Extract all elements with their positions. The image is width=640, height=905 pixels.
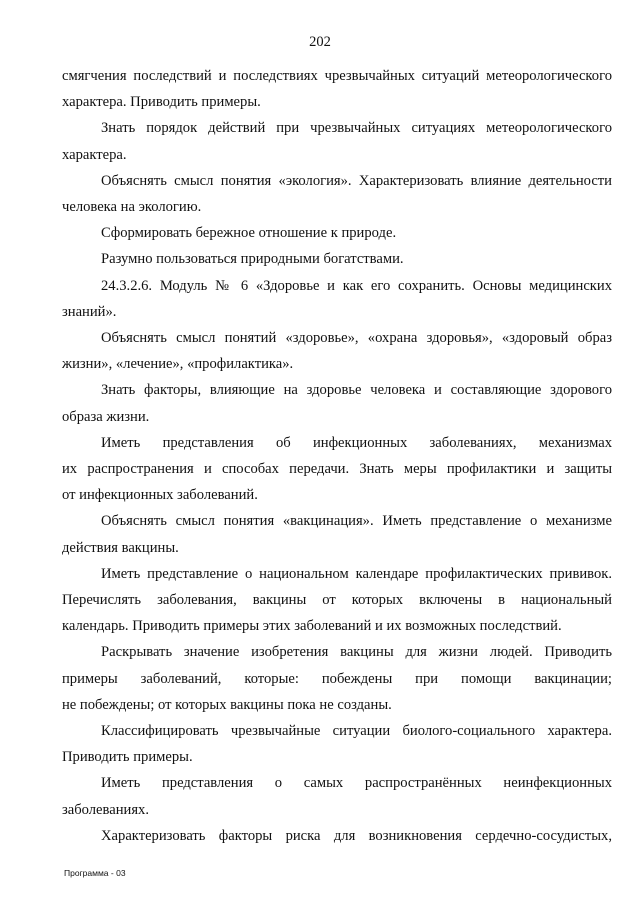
paragraph-line: от инфекционных заболеваний. [62, 487, 258, 504]
paragraph-line: Иметь представление о национальном календаре профилактических прививок. [101, 565, 612, 582]
paragraph [62, 63, 612, 115]
document-body [62, 63, 612, 849]
paragraph-line: Объяснять смысл понятия «вакцинация». Иметь представление о механизме [101, 513, 612, 530]
paragraph [62, 273, 612, 325]
paragraph-line: Приводить примеры. [62, 749, 193, 766]
paragraph [62, 377, 612, 429]
paragraph-line: Знать факторы, влияющие на здоровье человека и составляющие здорового [101, 382, 612, 399]
paragraph-line: Объяснять смысл понятий «здоровье», «охрана здоровья», «здоровый образ [101, 330, 612, 347]
paragraph-line: характера. Приводить примеры. [62, 94, 261, 111]
paragraph [62, 718, 612, 770]
paragraph-line: календарь. Приводить примеры этих заболеваний и их возможных последствий. [62, 618, 562, 635]
paragraph [62, 220, 612, 246]
paragraph-line: не побеждены; от которых вакцины пока не созданы. [62, 696, 392, 713]
paragraph-line: Раскрывать значение изобретения вакцины для жизни людей. Приводить [101, 644, 612, 661]
paragraph-line: Классифицировать чрезвычайные ситуации биолого-социального характера. [101, 723, 612, 740]
paragraph-line: примеры заболеваний, которые: побеждены при помощи вакцинации; [62, 670, 612, 687]
paragraph-line: 24.3.2.6. Модуль № 6 «Здоровье и как его сохранить. Основы медицинских [101, 277, 612, 294]
paragraph-line: Знать порядок действий при чрезвычайных ситуациях метеорологического [101, 120, 612, 137]
paragraph-line: Перечислять заболевания, вакцины от которых включены в национальный [62, 592, 612, 609]
paragraph-line: Разумно пользоваться природными богатствами. [101, 251, 404, 268]
page-number: 202 [309, 34, 331, 50]
paragraph-line: Сформировать бережное отношение к природе. [101, 225, 397, 242]
footer-label: Программа - 03 [64, 868, 126, 878]
paragraph [62, 168, 612, 220]
paragraph [62, 325, 612, 377]
paragraph-line: Характеризовать факторы риска для возникновения сердечно-сосудистых, [101, 827, 612, 844]
paragraph-line: их распространения и способах передачи. Знать меры профилактики и защиты [62, 461, 612, 478]
paragraph-line: заболеваниях. [62, 801, 149, 818]
paragraph-line: характера. [62, 146, 127, 163]
paragraph [62, 561, 612, 640]
paragraph-line: Иметь представления о самых распространённых неинфекционных [101, 775, 612, 792]
paragraph [62, 115, 612, 167]
paragraph-line: Иметь представления об инфекционных заболеваниях, механизмах [101, 434, 612, 451]
paragraph-line: Объяснять смысл понятия «экология». Характеризовать влияние деятельности [101, 172, 612, 189]
paragraph-line: смягчения последствий и последствиях чрезвычайных ситуаций метеорологического [62, 68, 612, 84]
paragraph-line: действия вакцины. [62, 539, 179, 556]
paragraph-line: образа жизни. [62, 408, 150, 425]
paragraph-line: человека на экологию. [62, 199, 202, 216]
paragraph-line: жизни», «лечение», «профилактика». [62, 356, 294, 373]
paragraph [62, 508, 612, 560]
paragraph [62, 246, 612, 272]
paragraph [62, 823, 612, 849]
paragraph [62, 770, 612, 822]
paragraph [62, 430, 612, 509]
paragraph-line: знаний». [62, 303, 117, 320]
paragraph [62, 639, 612, 718]
